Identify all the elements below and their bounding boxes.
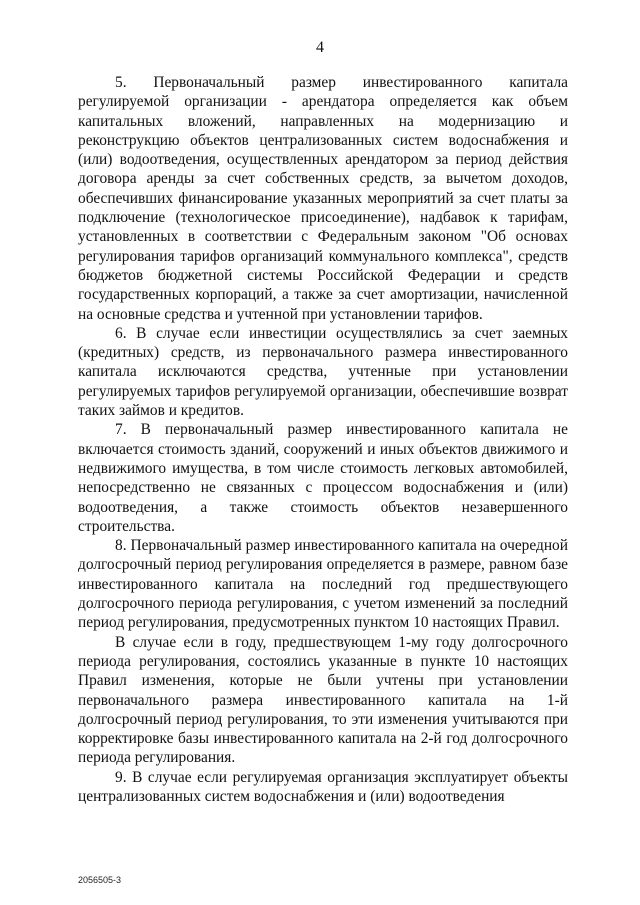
paragraph-5: 5. Первоначальный размер инвестированного капитала регулируемой организации - арендатора определяется как объем капитальных вложений, направленных на модернизацию и реконструкцию объектов централизованных систем водоснабжения и (или) водоотведения, осуществленных арендатором за период действия договора аренды за счет собственных средств, за вычетом доходов, обеспечивших финансирование указанных мероприятий за счет платы за подключение (технологическое присоединение), надбавок к тарифам, установленных в соответствии с Федеральным законом "Об основах регулирования тарифов организаций коммунального комплекса", средств бюджетов бюджетной системы Российской Федерации и средств государственных корпораций, а также за счет амортизации, начисленной на основные средства и учтенной при установлении тарифов.	[78, 74, 568, 323]
paragraph-9: 9. В случае если регулируемая организация эксплуатирует объекты централизованных систем водоснабжения и (или) водоотведения	[78, 768, 568, 805]
paragraph-8: 8. Первоначальный размер инвестированного капитала на очередной долгосрочный период регулирования определяется в размере, равном базе инвестированного капитала на последний год предшествующего долгосрочного периода регулирования, с учетом изменений за последний период регулирования, предусмотренных пунктом 10 настоящих Правил.	[78, 537, 568, 632]
document-code: 2056505-3	[78, 875, 122, 885]
document-body	[78, 73, 568, 806]
paragraph-8-continued: В случае если в году, предшествующем 1-му году долгосрочного периода регулирования, состоялись указанные в пункте 10 настоящих Правил изменения, которые не были учтены при установлении первоначального размера инвестированного капитала на 1-й долгосрочный период регулирования, то эти изменения учитываются при корректировке базы инвестированного капитала на 2-й год долгосрочного периода регулирования.	[78, 633, 568, 767]
page-number: 4	[316, 39, 324, 56]
paragraph-6: 6. В случае если инвестиции осуществлялись за счет заемных (кредитных) средств, из первоначального размера инвестированного капитала исключаются средства, учтенные при установлении регулируемых тарифов регулируемой организации, обеспечившие возврат таких займов и кредитов.	[78, 324, 568, 420]
paragraph-7: 7. В первоначальный размер инвестированного капитала не включается стоимость зданий, сооружений и иных объектов движимого и недвижимого имущества, в том числе стоимость легковых автомобилей, непосредственно не связанных с процессом водоснабжения и (или) водоотведения, а также стоимость объектов незавершенного строительства.	[78, 421, 568, 535]
